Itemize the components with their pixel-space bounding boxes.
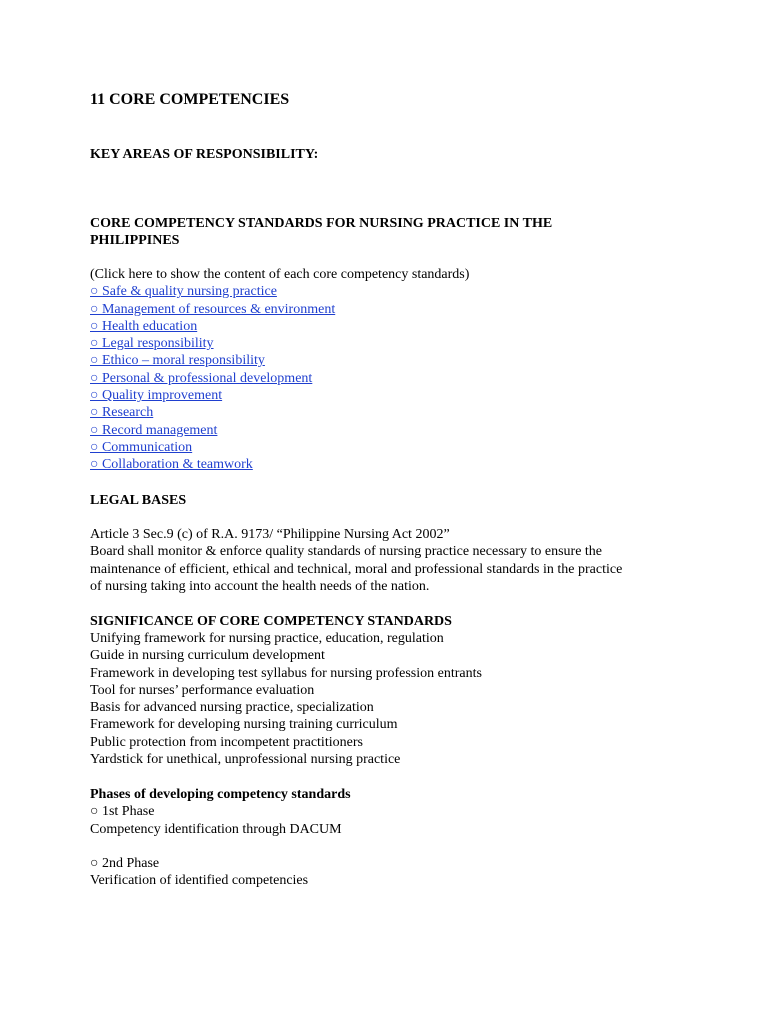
legal-citation: Article 3 Sec.9 (c) of R.A. 9173/ “Philippine Nursing Act 2002” — [90, 527, 450, 542]
phases-heading: Phases of developing competency standards — [90, 787, 351, 802]
competency-link-record-management[interactable]: ○ Record management — [90, 422, 218, 438]
competency-link-management[interactable]: ○ Management of resources & environment — [90, 301, 336, 317]
competency-link-personal-professional[interactable]: ○ Personal & professional development — [90, 370, 313, 386]
competency-link-health-education[interactable]: ○ Health education — [90, 318, 198, 334]
phase-2-section — [90, 855, 690, 890]
competency-link-safe-quality[interactable]: ○ Safe & quality nursing practice — [90, 284, 277, 300]
significance-item: Public protection from incompetent practitioners — [90, 734, 363, 750]
phases-section — [90, 786, 690, 838]
competency-link-quality-improvement[interactable]: ○ Quality improvement — [90, 388, 223, 404]
significance-list — [90, 630, 690, 768]
key-areas-heading: KEY AREAS OF RESPONSIBILITY: — [90, 147, 319, 162]
page-title: 11 CORE COMPETENCIES — [90, 91, 290, 108]
phase-2-label: ○ 2nd Phase — [90, 856, 160, 871]
significance-item: Unifying framework for nursing practice, education, regulation — [90, 631, 444, 646]
phase-2-text: Verification of identified competencies — [90, 873, 309, 889]
competency-link-communication[interactable]: ○ Communication — [90, 439, 193, 455]
significance-item: Basis for advanced nursing practice, specialization — [90, 700, 374, 716]
legal-body-line: of nursing taking into account the health needs of the nation. — [90, 578, 430, 594]
competency-link-research[interactable]: ○ Research — [90, 405, 154, 421]
legal-bases-section — [90, 526, 690, 595]
competency-section — [90, 266, 690, 474]
click-note: (Click here to show the content of each core competency standards) — [90, 267, 470, 282]
significance-item: Framework in developing test syllabus for nursing profession entrants — [90, 665, 482, 681]
legal-body-line: maintenance of efficient, ethical and technical, moral and professional standards in the practice — [90, 561, 623, 577]
competency-link-ethico-moral[interactable]: ○ Ethico – moral responsibility — [90, 353, 265, 369]
legal-body-line: Board shall monitor & enforce quality standards of nursing practice necessary to ensure the — [90, 544, 603, 560]
competency-link-collaboration[interactable]: ○ Collaboration & teamwork — [90, 457, 253, 473]
significance-item: Guide in nursing curriculum development — [90, 648, 325, 664]
phase-1-text: Competency identification through DACUM — [90, 821, 342, 837]
significance-item: Framework for developing nursing training curriculum — [90, 717, 398, 733]
standards-heading: CORE COMPETENCY STANDARDS FOR NURSING PRACTICE IN THE PHILIPPINES — [90, 216, 553, 248]
significance-item: Yardstick for unethical, unprofessional nursing practice — [90, 752, 401, 768]
competency-link-legal-responsibility[interactable]: ○ Legal responsibility — [90, 336, 214, 352]
significance-item: Tool for nurses’ performance evaluation — [90, 682, 315, 698]
phase-1-label: ○ 1st Phase — [90, 804, 155, 820]
significance-heading: SIGNIFICANCE OF CORE COMPETENCY STANDARDS — [90, 614, 452, 629]
legal-bases-heading: LEGAL BASES — [90, 493, 187, 508]
